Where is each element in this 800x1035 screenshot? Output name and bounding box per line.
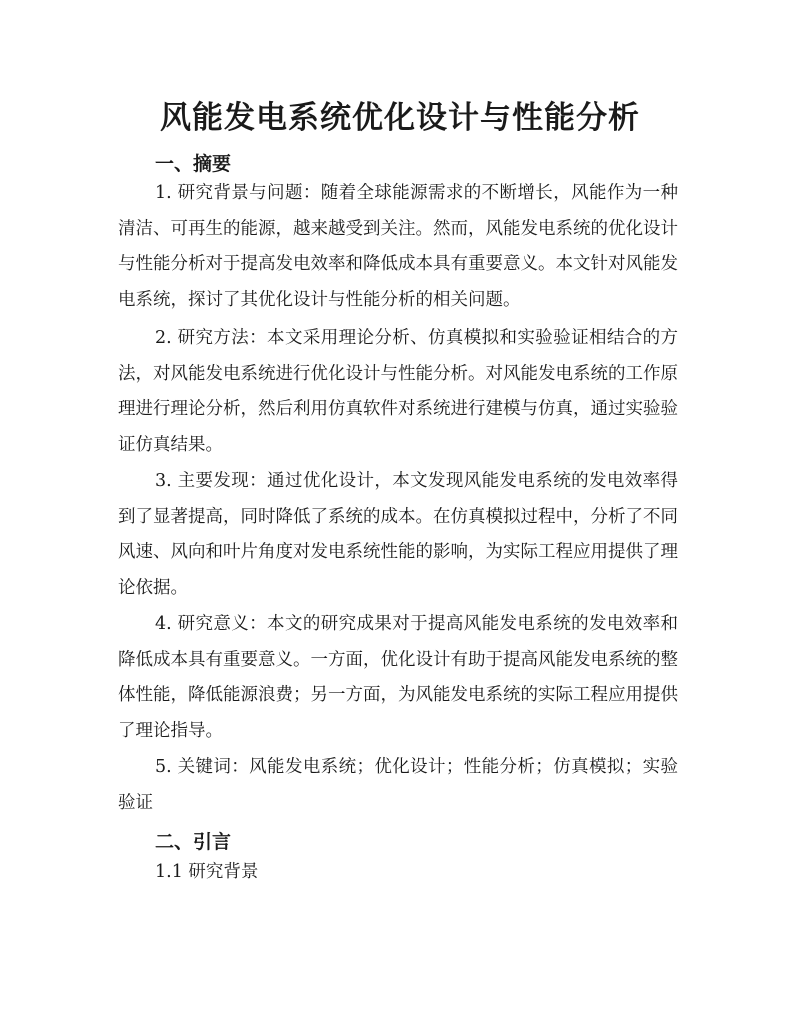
- abstract-paragraph-keywords: 5. 关键词：风能发电系统；优化设计；性能分析；仿真模拟；实验验证: [118, 757, 678, 813]
- abstract-paragraph-background: 1. 研究背景与问题：随着全球能源需求的不断增长，风能作为一种清洁、可再生的能源，越来越受到关注。然而，风能发电系统的优化设计与性能分析对于提高发电效率和降低成本具有重要意义。本文针对风能发电系统，探讨了其优化设计与性能分析的相关问题。: [118, 183, 678, 310]
- abstract-paragraph-findings: 3. 主要发现：通过优化设计，本文发现风能发电系统的发电效率得到了显著提高，同时降低了系统的成本。在仿真模拟过程中，分析了不同风速、风向和叶片角度对发电系统性能的影响，为实际工程应用提供了理论依据。: [118, 471, 678, 598]
- subsection-heading-background: 1.1 研究背景: [155, 862, 259, 882]
- section-heading-abstract: 一、摘要: [155, 153, 232, 175]
- document-title: 风能发电系统优化设计与性能分析: [160, 100, 640, 136]
- abstract-paragraph-significance: 4. 研究意义：本文的研究成果对于提高风能发电系统的发电效率和降低成本具有重要意义。一方面，优化设计有助于提高风能发电系统的整体性能，降低能源浪费；另一方面，为风能发电系统的实际工程应用提供了理论指导。: [118, 614, 678, 741]
- section-heading-introduction: 二、引言: [155, 831, 232, 853]
- abstract-paragraph-methods: 2. 研究方法：本文采用理论分析、仿真模拟和实验验证相结合的方法，对风能发电系统进行优化设计与性能分析。对风能发电系统的工作原理进行理论分析，然后利用仿真软件对系统进行建模与仿真，通过实验验证仿真结果。: [118, 328, 678, 455]
